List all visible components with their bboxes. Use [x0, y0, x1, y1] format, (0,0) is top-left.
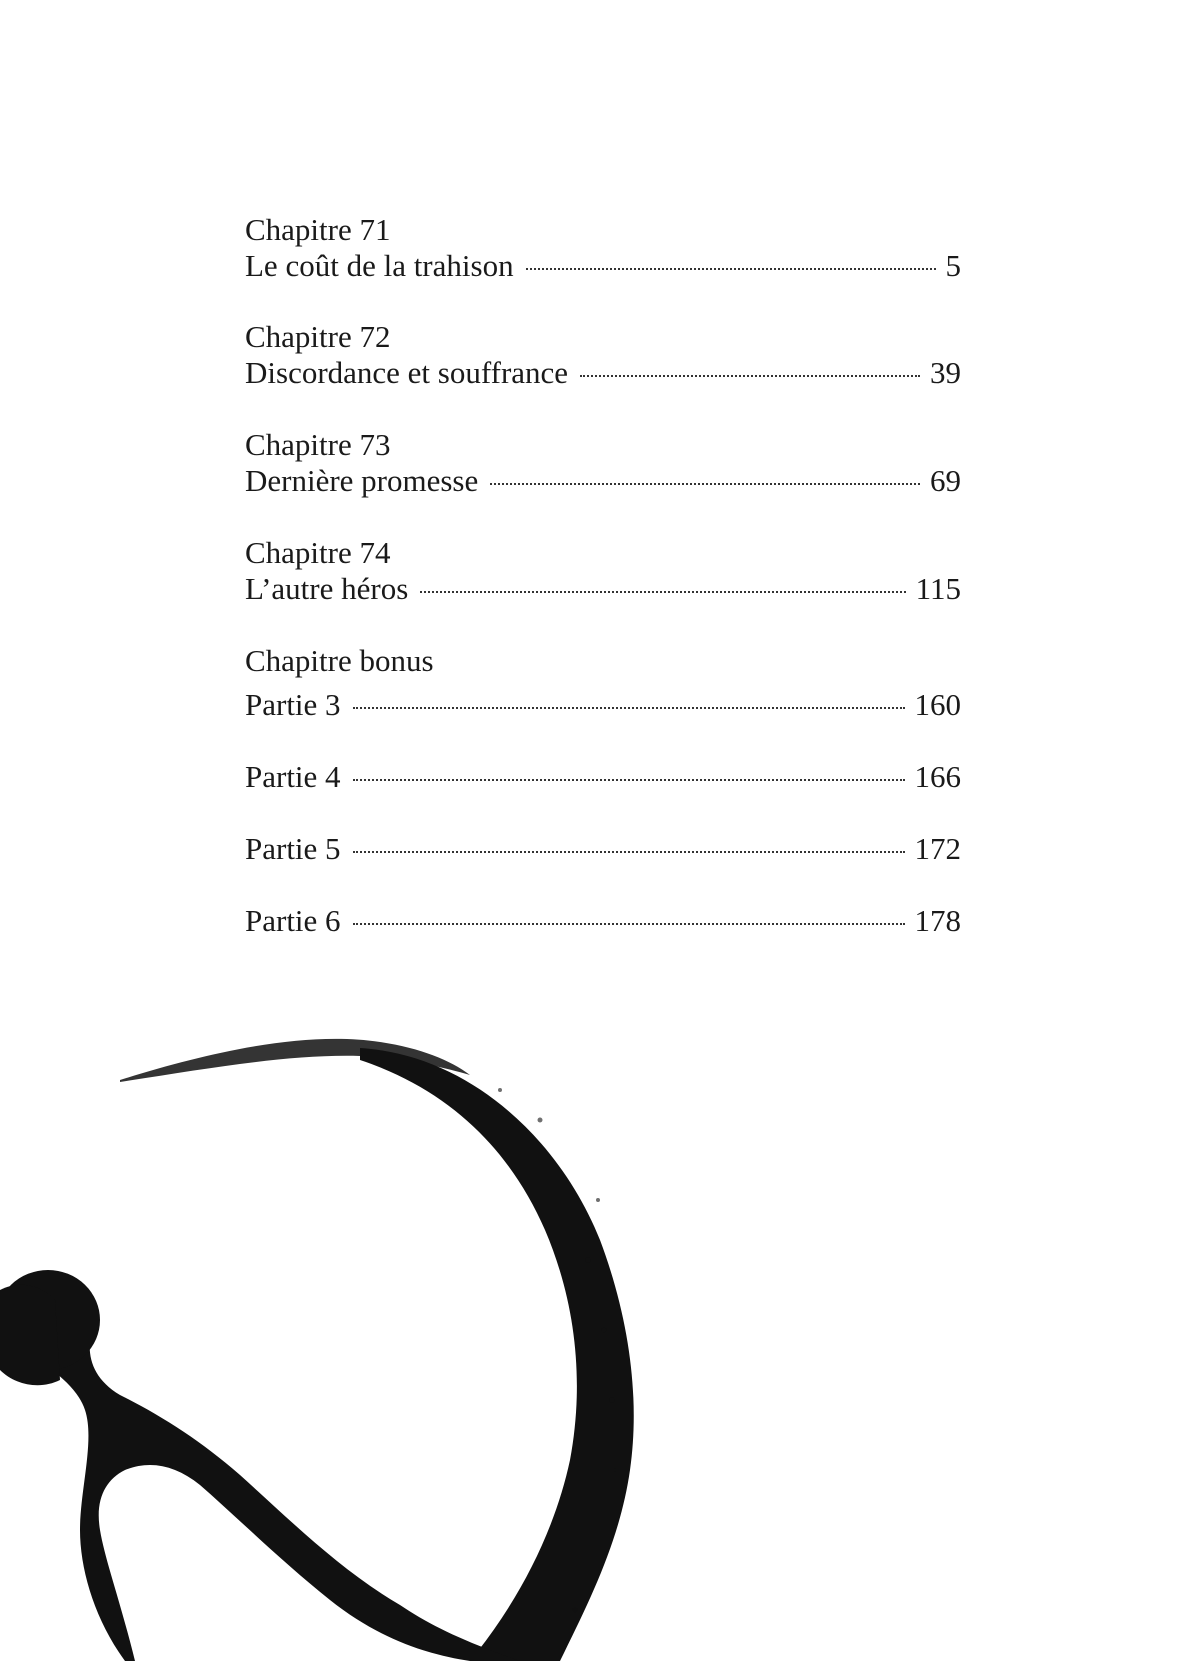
page-number: 115 — [915, 571, 961, 606]
toc-entry-bonus-part-4[interactable] — [245, 759, 961, 795]
page-number: 166 — [914, 759, 961, 794]
toc-entry-bonus — [245, 643, 961, 939]
toc-row — [245, 571, 961, 607]
page-number: 69 — [930, 463, 961, 498]
toc-row — [245, 463, 961, 499]
chapter-title: Le coût de la trahison — [245, 248, 514, 283]
leader-dots — [353, 923, 905, 925]
toc-entry-bonus-part-3[interactable] — [245, 687, 961, 723]
part-title: Partie 4 — [245, 759, 341, 794]
leader-dots — [526, 268, 936, 270]
part-title: Partie 5 — [245, 831, 341, 866]
page-number: 5 — [945, 248, 961, 283]
toc-row — [245, 355, 961, 391]
page-number: 178 — [914, 903, 961, 938]
chapter-title: L’autre héros — [245, 571, 409, 606]
toc-row — [245, 248, 961, 284]
chapter-heading: Chapitre 73 — [245, 427, 391, 462]
toc-entry-bonus-part-5[interactable] — [245, 831, 961, 867]
toc-entry-chapter-71[interactable] — [245, 212, 961, 284]
leader-dots — [490, 483, 920, 485]
leader-dots — [420, 591, 905, 593]
chapter-heading: Chapitre 74 — [245, 535, 391, 570]
toc-entry-bonus-part-6[interactable] — [245, 903, 961, 939]
part-title: Partie 6 — [245, 903, 341, 938]
leader-dots — [353, 707, 905, 709]
leader-dots — [580, 375, 920, 377]
chapter-title: Dernière promesse — [245, 463, 479, 498]
toc-entry-chapter-73[interactable] — [245, 427, 961, 499]
page-number: 39 — [930, 355, 961, 390]
toc-entry-chapter-74[interactable] — [245, 535, 961, 607]
leader-dots — [353, 851, 905, 853]
chapter-title: Discordance et souffrance — [245, 355, 569, 390]
bonus-heading: Chapitre bonus — [245, 643, 434, 678]
chapter-heading: Chapitre 72 — [245, 319, 391, 354]
chapter-heading: Chapitre 71 — [245, 212, 391, 247]
page-number: 172 — [914, 831, 961, 866]
part-title: Partie 3 — [245, 687, 341, 722]
leader-dots — [353, 779, 905, 781]
ink-brush-stroke-icon — [0, 1000, 700, 1661]
table-of-contents — [245, 212, 961, 939]
page-number: 160 — [914, 687, 961, 722]
toc-entry-chapter-72[interactable] — [245, 319, 961, 391]
